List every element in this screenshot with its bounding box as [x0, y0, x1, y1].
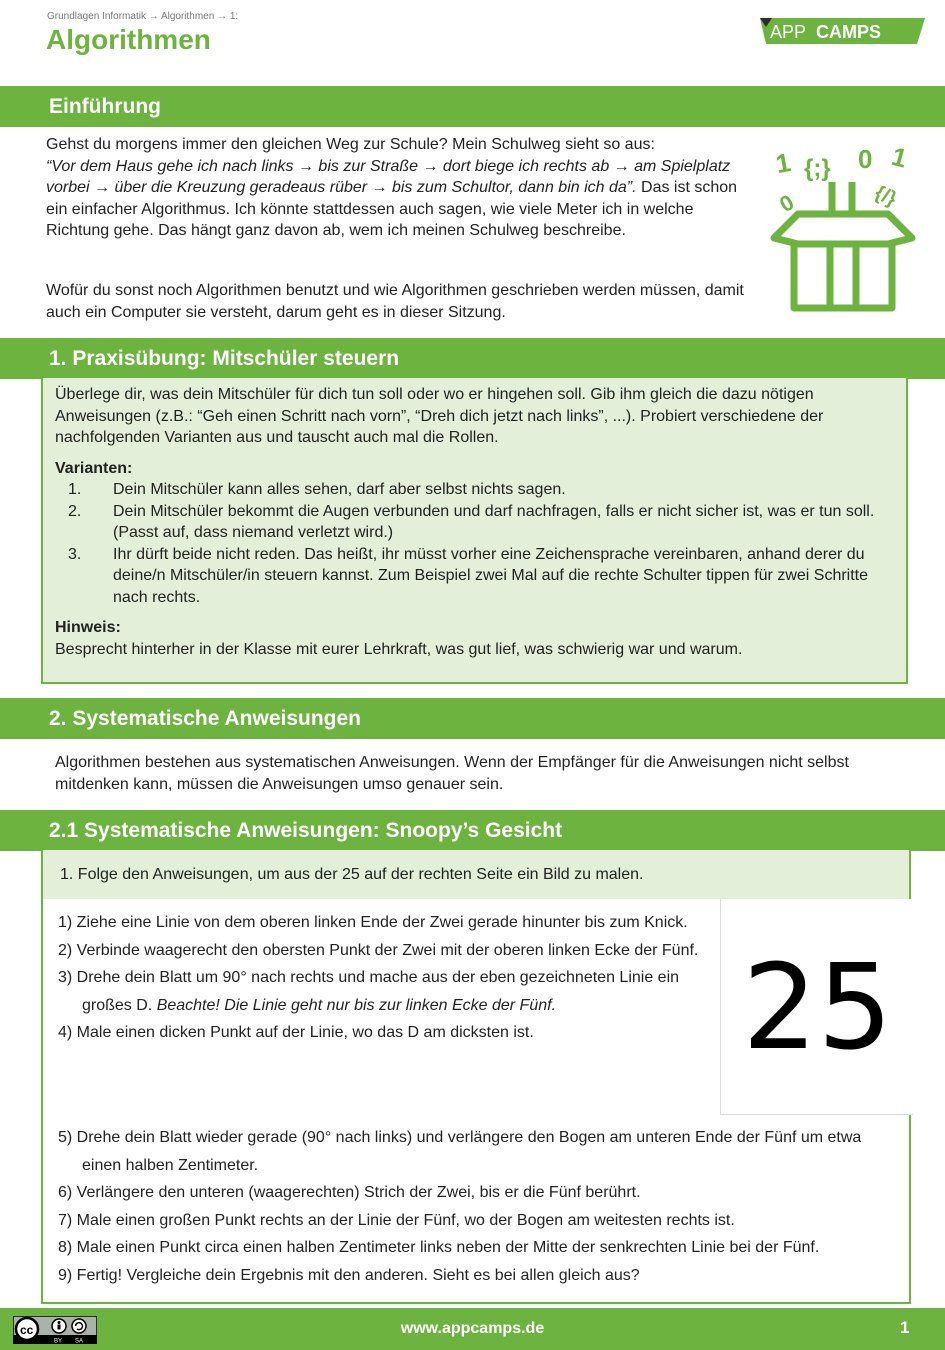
snoopy-box [41, 850, 911, 1304]
logo-text-camps: CAMPS [816, 22, 882, 42]
step-text: 3) Drehe dein Blatt um 90° nach rechts und mache aus der eben gezeichneten Linie ein großes D. [58, 969, 680, 1014]
glyph-slash: {/} [871, 181, 900, 211]
breadcrumb: Grundlagen Informatik → Algorithmen → 1: [47, 11, 239, 22]
glyph-zero-small: 0 [775, 189, 799, 218]
number-25: 25 [742, 938, 893, 1076]
intro-text-lead: Gehst du morgens immer den gleichen Weg zur Schule? Mein Schulweg sieht so aus: [46, 136, 655, 153]
section-heading-exercise1: 1. Praxisübung: Mitschüler steuern [0, 338, 945, 379]
list-item-number: 2. [68, 502, 82, 520]
svg-text:cc: cc [20, 1323, 34, 1337]
step-item: 6) Verlängere den unteren (waagerechten) Strich der Zwei, bis er die Fünf berührt. [58, 1184, 641, 1201]
number-panel [720, 899, 913, 1115]
list-item-number: 3. [68, 545, 82, 563]
step-item: 8) Male einen Punkt circa einen halben Zentimeter links neben der Mitte der senkrechten Linie bei der Fünf. [58, 1239, 820, 1256]
step-item: 7) Male einen großen Punkt rechts an der Linie der Fünf, wo der Bogen am weitesten rechts ist. [58, 1211, 735, 1229]
code-box-icon [768, 138, 918, 316]
section-heading-intro: Einführung [0, 86, 945, 127]
footer [0, 1308, 945, 1350]
section-heading-systematic: 2. Systematische Anweisungen [0, 698, 945, 739]
step-note: Beachte! Die Linie geht nur bis zur linken Ecke der Fünf. [156, 996, 557, 1014]
intro-text-tail: Das ist schon ein einfacher Algorithmus. Ich könnte stattdessen auch sagen, wie viele Meter ich in welche Richtung gehe. Das hängt ganz davon ab, wem ich meinen Schulweg beschreibe. [46, 179, 738, 239]
step-item: 4) Male einen dicken Punkt auf der Linie, wo das D am dicksten ist. [58, 1024, 534, 1041]
section-heading-snoopy: 2.1 Systematische Anweisungen: Snoopy’s Gesicht [0, 810, 945, 851]
intro-paragraph [46, 134, 761, 242]
steps-top [58, 909, 708, 1047]
footer-url[interactable]: www.appcamps.de [400, 1320, 545, 1337]
step-item: 2) Verbinde waagerecht den obersten Punkt der Zwei mit der oberen linken Ecke der Fünf. [58, 941, 699, 959]
logo-text-app: APP [770, 22, 807, 42]
list-item-text: Dein Mitschüler kann alles sehen, darf aber selbst nichts sagen. [113, 481, 566, 498]
hint-label: Hinweis: [55, 619, 121, 636]
license-by: BY [54, 1338, 63, 1344]
intro-quote: “Vor dem Haus gehe ich nach links → bis zur Straße → dort biege ich rechts ab → am Spielplatz vorbei → über die Kreuzung geradeaus rüber → bis zum Schultor, dann bin ich da”. [46, 157, 731, 196]
list-item-number: 1. [68, 481, 82, 498]
list-item-text: Ihr dürft beide nicht reden. Das heißt, ihr müsst vorher eine Zeichensprache vereinbaren, anhand derer du deine/n Mitschüler/in steuern kannst. Zum Beispiel zwei Mal auf die rechte Schulter tippen für zwei Schritte nach rechts. [113, 545, 869, 606]
list-item [55, 501, 900, 544]
page-title: Algorithmen [46, 24, 211, 55]
list-item-text: Dein Mitschüler bekommt die Augen verbunden und darf nachfragen, falls er nicht sicher ist, was er tun soll. (Passt auf, dass niemand verletzt wird.) [113, 502, 875, 541]
systematic-paragraph: Algorithmen bestehen aus systematischen Anweisungen. Wenn der Empfänger für die Anweisungen nicht selbst mitdenken kann, müssen die Anweisungen umso genauer sein. [55, 754, 849, 793]
intro-paragraph-2: Wofür du sonst noch Algorithmen benutzt und wie Algorithmen geschrieben werden müssen, damit auch ein Computer sie versteht, darum geht es in dieser Sitzung. [46, 282, 744, 321]
glyph-curly: {;} [804, 155, 831, 182]
license-sa: SA [75, 1338, 84, 1344]
hint-text: Besprecht hinterher in der Klasse mit eurer Lehrkraft, was gut lief, was schwierig war und warum. [55, 640, 743, 658]
glyph-one-left: 1 [773, 146, 793, 179]
list-item [55, 544, 900, 609]
variants-list [55, 479, 900, 608]
app-camps-logo [760, 18, 925, 44]
list-item [55, 479, 900, 501]
step-item [58, 964, 708, 1019]
snoopy-task: 1. Folge den Anweisungen, um aus der 25 auf der rechten Seite ein Bild zu malen. [43, 850, 909, 899]
step-item: 9) Fertig! Vergleiche dein Ergebnis mit den anderen. Sieht es bei allen gleich aus? [58, 1266, 640, 1284]
glyph-zero: 0 [858, 144, 873, 174]
steps-bottom [58, 1124, 903, 1289]
step-item: 5) Drehe dein Blatt wieder gerade (90° nach links) und verlängere den Bogen am unteren Ende der Fünf um etwa einen halben Zentimeter. [58, 1129, 862, 1174]
exercise1-text: Überlege dir, was dein Mitschüler für dich tun soll oder wo er hingehen soll. Gib ihm gleich die dazu nötigen Anweisungen (z.B.: “Geh einen Schritt nach vorn”, “Dreh dich jetzt nach links”, ...). Probiert verschiedene der nachfolgenden Varianten aus und tauscht auch mal die Rollen. [55, 386, 824, 446]
step-item: 1) Ziehe eine Linie von dem oberen linken Ende der Zwei gerade hinunter bis zum Knick. [58, 914, 688, 931]
exercise1-box [41, 378, 908, 684]
variants-label: Varianten: [55, 459, 133, 477]
page-number: 1 [900, 1318, 910, 1337]
glyph-one-right: 1 [888, 140, 911, 174]
